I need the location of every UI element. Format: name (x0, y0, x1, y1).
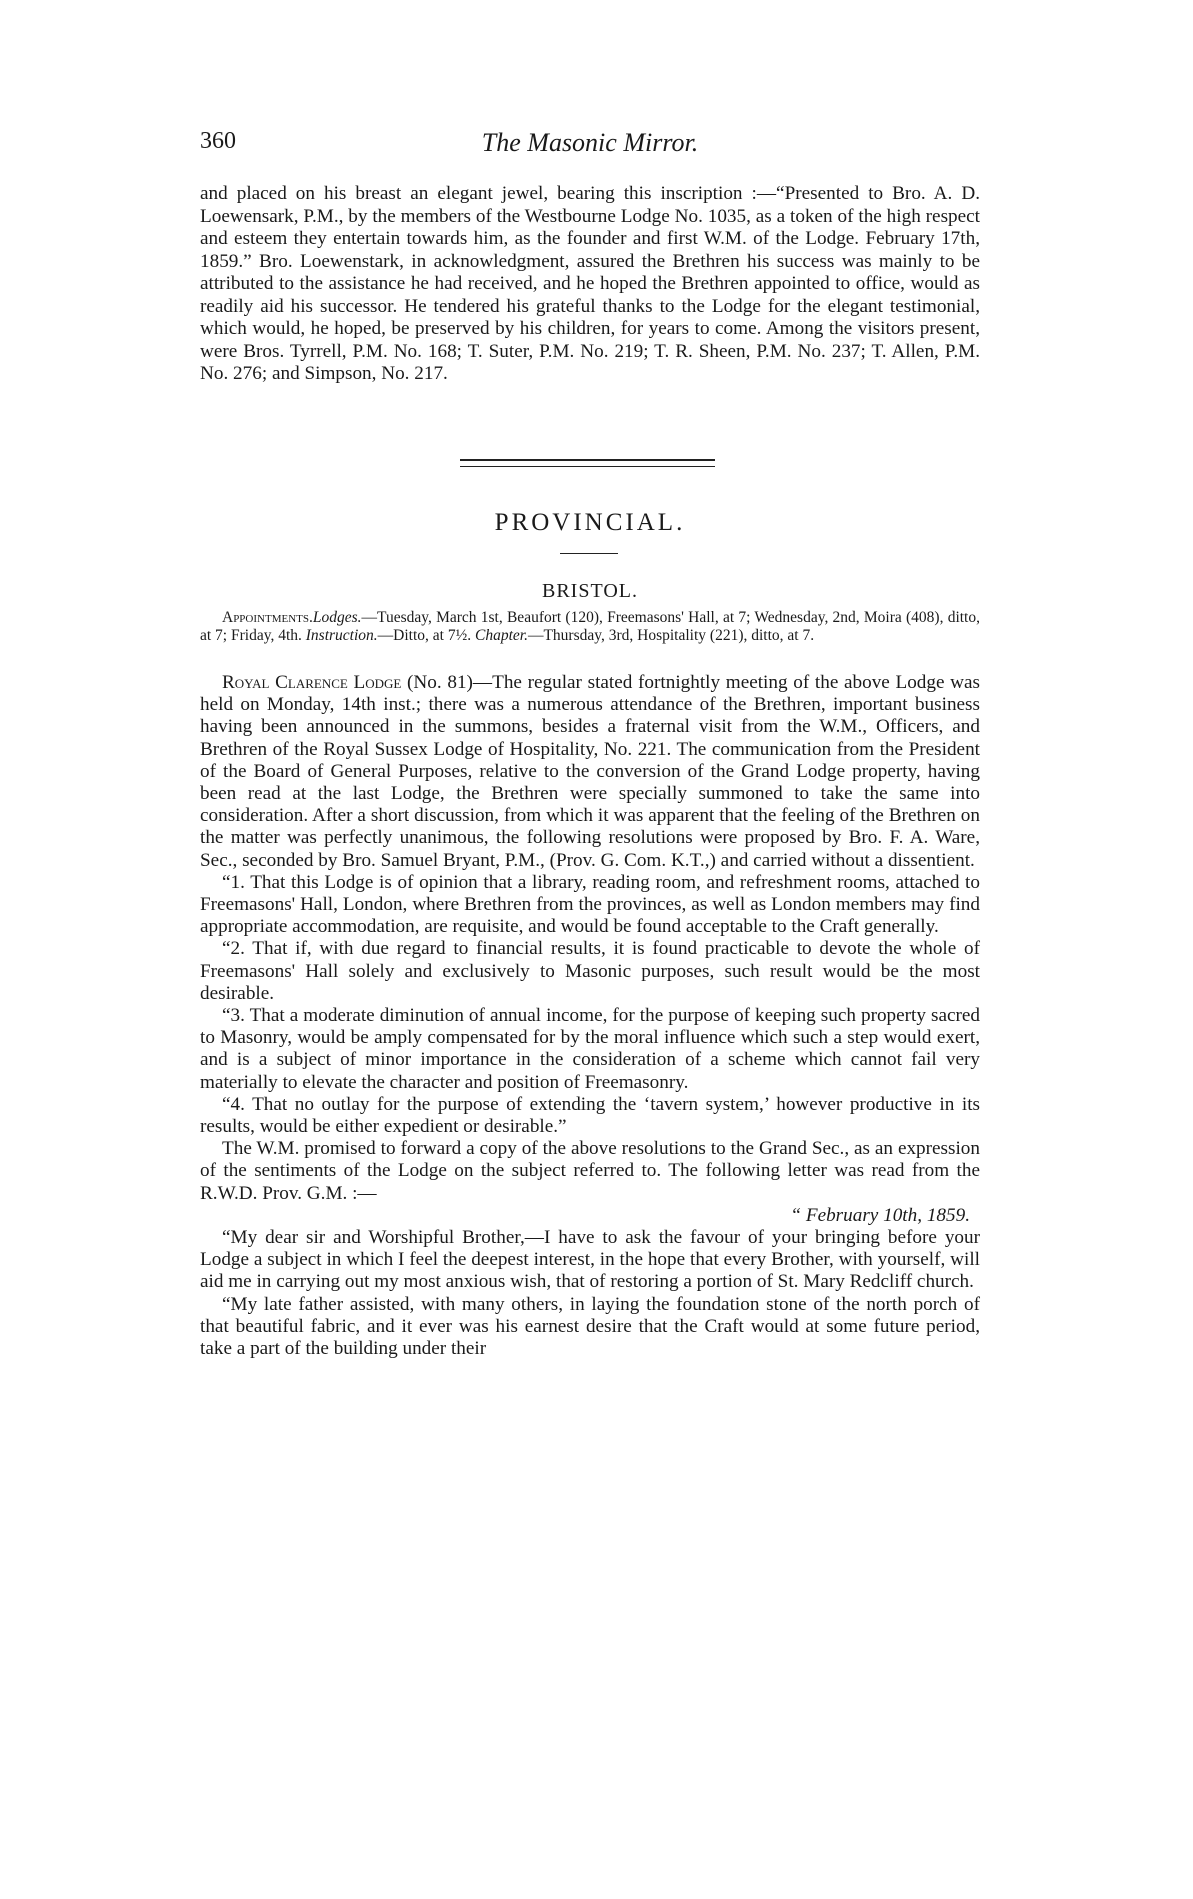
appointments-paragraph (200, 609, 980, 645)
chapter-text: —Thursday, 3rd, Hospitality (221), ditto, at 7. (527, 627, 815, 644)
lodges-text: —Tuesday, March 1st, Beaufort (120), Freemasons' Hall, at 7; Wednesday, 2nd, Moira (408), ditto, at 7; Friday, 4th. (200, 609, 980, 644)
page-header (200, 128, 980, 168)
article-body (200, 672, 980, 1360)
intro-paragraph-block (200, 183, 980, 386)
intro-paragraph: and placed on his breast an elegant jewel, bearing this inscription :—“Presented to Bro. A. D. Loewensark, P.M., by the members of the Westbourne Lodge No. 1035, as a token of the high respect and esteem they entertain towards him, as the founder and first W.M. of the Lodge. February 17th, 1859.” Bro. Loewenstark, in acknowledgment, assured the Brethren his success was mainly to be attributed to the assistance he had received, and he hoped the Brethren appointed to office, would as readily aid his successor. He tendered his grateful thanks to the Lodge for the elegant testimonial, which would, he hoped, be preserved by his children, for years to come. Among the visitors present, were Bros. Tyrrell, P.M. No. 168; T. Suter, P.M. No. 219; T. R. Sheen, P.M. No. 237; T. Allen, P.M. No. 276; and Simpson, No. 217. (200, 183, 980, 384)
lodge-name: Royal Clarence Lodge (222, 672, 402, 693)
lodges-label: Lodges. (312, 609, 362, 626)
page-number: 360 (200, 128, 236, 154)
chapter-label: Chapter. (474, 627, 528, 644)
appointments-label: Appointments. (222, 609, 313, 626)
divider-line (460, 459, 715, 466)
wm-paragraph: The W.M. promised to forward a copy of the above resolutions to the Grand Sec., as an expression of the sentiments of the Lodge on the subject referred to. The following letter was read from the R.W.D. Prov. G.M. :— (200, 1138, 980, 1204)
running-title: The Masonic Mirror. (481, 128, 699, 157)
royal-clarence-paragraph (200, 672, 980, 872)
short-rule-divider (560, 553, 618, 554)
letter-dateline: “ February 10th, 1859. (790, 1204, 970, 1226)
place-heading: BRISTOL. (542, 580, 638, 602)
resolution-paragraph: “3. That a moderate diminution of annual income, for the purpose of keeping such property sacred to Masonry, would be amply compensated for by the moral influence which such a step would exert, and is a subject of minor importance in the consideration of a scheme which cannot fail very materially to elevate the character and position of Freemasonry. (200, 1005, 980, 1093)
instruction-text: —Ditto, at 7½. (377, 627, 472, 644)
double-rule-divider (460, 459, 715, 472)
section-title: PROVINCIAL. (494, 509, 686, 536)
letter-paragraph: “My late father assisted, with many others, in laying the foundation stone of the north porch of that beautiful fabric, and it ever was his earnest desire that the Craft would at some future period, take a part of the building under their (200, 1293, 980, 1360)
letter-paragraph: “My dear sir and Worshipful Brother,—I have to ask the favour of your bringing before your Lodge a subject in which I feel the deepest interest, in the hope that every Brother, with yourself, will aid me in carrying out my most anxious wish, that of restoring a portion of St. Mary Redcliff church. (200, 1227, 980, 1293)
royal-clarence-text: (No. 81)—The regular stated fortnightly meeting of the above Lodge was held on Monday, 14th inst.; there was a numerous attendance of the Brethren, important business having been announced in the summons, besides a fraternal visit from the W.M., Officers, and Brethren of the Royal Sussex Lodge of Hospitality, No. 221. The communication from the President of the Board of General Purposes, relative to the conversion of the Grand Lodge property, having been read at the last Lodge, the Brethren were specially summoned to take the same into consideration. After a short discussion, from which it was apparent that the feeling of the Brethren on the matter was perfectly unanimous, the following resolutions were proposed by Bro. F. A. Ware, Sec., seconded by Bro. Samuel Bryant, P.M., (Prov. G. Com. K.T.,) and carried without a dissentient. (200, 672, 981, 871)
resolution-paragraph: “2. That if, with due regard to financial results, it is found practicable to devote the whole of Freemasons' Hall solely and exclusively to Masonic purposes, such result would be the most desirable. (200, 938, 980, 1004)
divider-line (460, 466, 715, 472)
appointments-block (200, 609, 980, 645)
instruction-label: Instruction. (305, 627, 378, 644)
resolution-paragraph: “1. That this Lodge is of opinion that a library, reading room, and refreshment rooms, attached to Freemasons' Hall, London, where Brethren from the provinces, as well as London members may find appropriate accommodation, are requisite, and would be found acceptable to the Craft generally. (200, 871, 980, 938)
resolution-paragraph: “4. That no outlay for the purpose of extending the ‘tavern system,’ however productive in its results, would be either expedient or desirable.” (200, 1093, 980, 1138)
